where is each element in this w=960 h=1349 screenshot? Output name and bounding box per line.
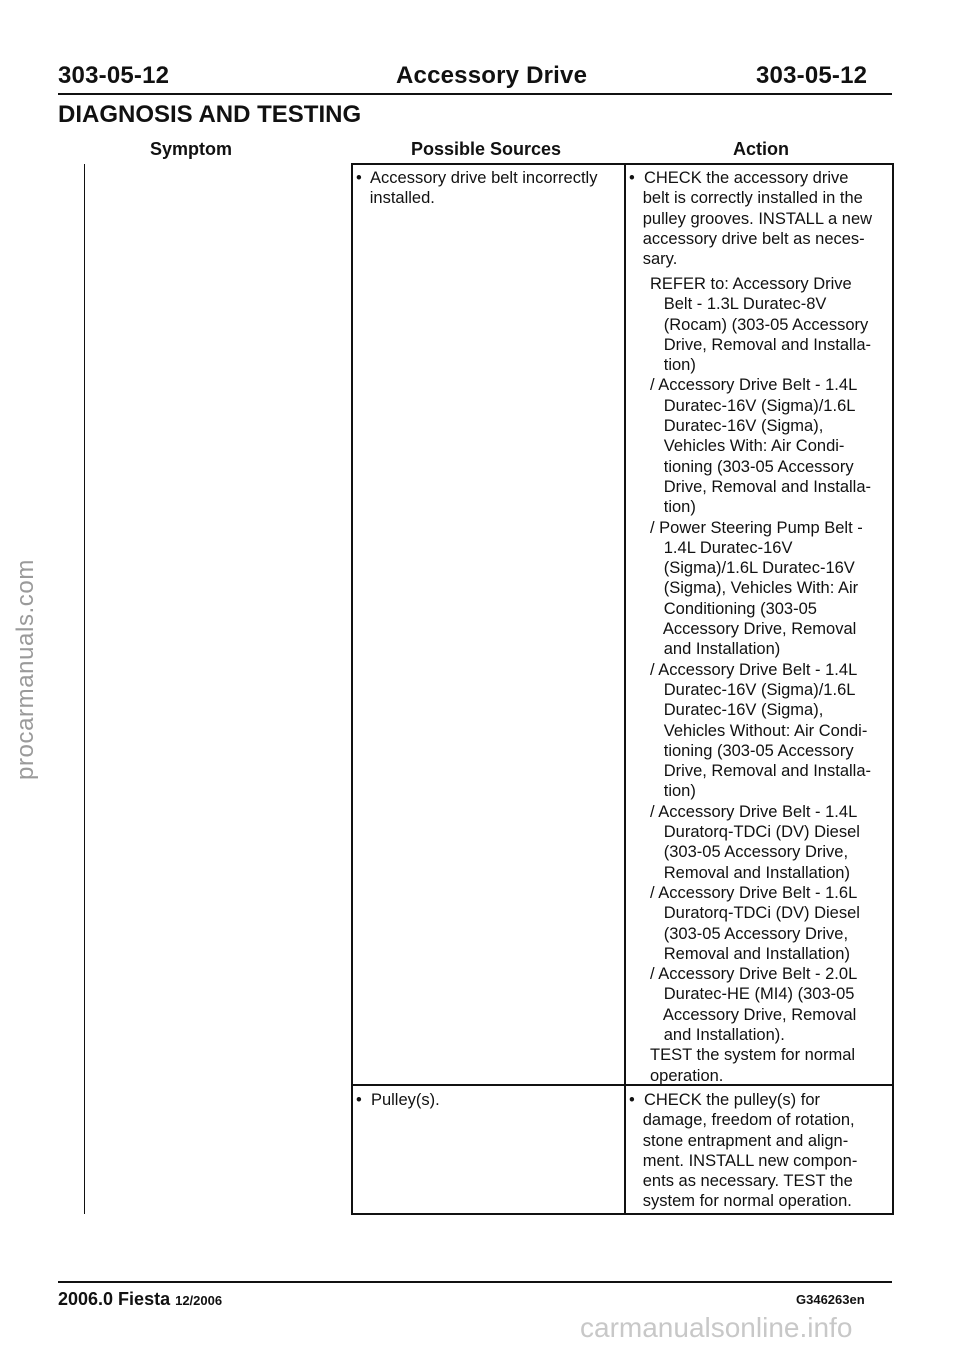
header-rule bbox=[58, 93, 892, 95]
site-watermark: carmanualsonline.info bbox=[580, 1312, 853, 1343]
table-middle-border bbox=[624, 163, 626, 1215]
header-section-number-right: 303-05-12 bbox=[756, 62, 868, 89]
table-top-border bbox=[351, 163, 894, 165]
action-refer-cell: REFER to: Accessory Drive Belt - 1.3L Duratec-8V (Rocam) (303-05 Accessory Drive, Removal and Installa- tion) / Accessory Drive Belt - 1.4L Duratec-16V (Sigma)/1.6L Duratec-16V (Sigma), Vehicles With: Air Condi- tioning (303-05 Accessory Drive, Removal and Installa- tion) / Power Steering Pump Belt - 1.4L Duratec-16V (Sigma)/1.6L Duratec-16V (Sigma), Vehicles With: Air Conditioning (303-05 Accessory Drive, Removal and Installation) / Accessory Drive Belt - 1.4L Duratec-16V (Sigma)/1.6L Duratec-16V (Sigma), Vehicles Without: Air Condi- tioning (303-05 Accessory Drive, Removal and Installa- tion) / Accessory Drive Belt - 1.4L Duratorq-TDCi (DV) Diesel (303-05 Accessory Drive, Removal and Installation) / Accessory Drive Belt - 1.6L Duratorq-TDCi (DV) Diesel (303-05 Accessory Drive, Removal and Installation) / Accessory Drive Belt - 2.0L Duratec-HE (MI4) (303-05 Accessory Drive, Removal and Installation). TEST the system for normal operation. bbox=[650, 275, 872, 1085]
action-check-cell: • CHECK the accessory drive belt is correctly installed in the pulley grooves. INSTALL a new accessory drive belt as neces- sary. bbox=[629, 169, 873, 269]
footer-model bbox=[58, 1289, 222, 1310]
footer-code: G346263en bbox=[796, 1292, 865, 1307]
table-right-border bbox=[892, 163, 894, 1215]
section-title: DIAGNOSIS AND TESTING bbox=[58, 101, 362, 128]
action-check-cell: • CHECK the pulley(s) for damage, freedom of rotation, stone entrapment and align- ment. INSTALL new compon- ents as necessary. TEST the system for normal operation. bbox=[629, 1091, 858, 1211]
possible-source-cell: • Pulley(s). bbox=[356, 1091, 440, 1109]
header-title: Accessory Drive bbox=[396, 62, 588, 89]
column-header-possible-sources: Possible Sources bbox=[411, 139, 562, 159]
table-bottom-border bbox=[351, 1213, 894, 1215]
footer-model-name: 2006.0 Fiesta bbox=[58, 1289, 171, 1309]
footer-rule bbox=[58, 1281, 892, 1283]
side-watermark: procarmanuals.com bbox=[12, 559, 39, 780]
column-header-symptom: Symptom bbox=[150, 139, 233, 159]
possible-source-cell: • Accessory drive belt incorrectly installed. bbox=[356, 169, 598, 208]
header-section-number-left: 303-05-12 bbox=[58, 62, 170, 89]
footer-date: 12/2006 bbox=[175, 1293, 223, 1308]
table-left-border bbox=[351, 163, 353, 1215]
symptom-column-rule bbox=[84, 164, 85, 1214]
column-header-action: Action bbox=[733, 139, 789, 159]
